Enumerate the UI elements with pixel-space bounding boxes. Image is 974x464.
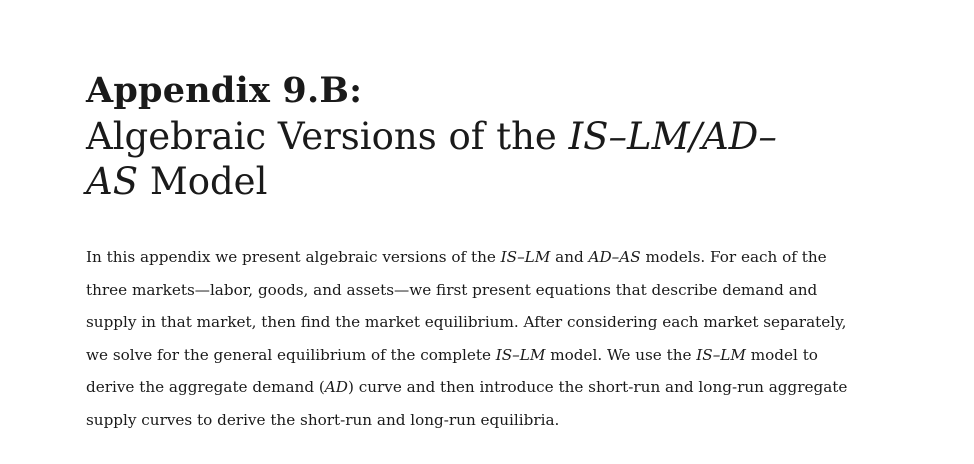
intro-text: derive the aggregate demand ( (86, 378, 325, 397)
intro-line-5 (86, 371, 906, 404)
appendix-page (86, 68, 906, 437)
title-text-1: Algebraic Versions of the (86, 115, 569, 158)
title-text-2: IS–LM/AD– (568, 115, 777, 158)
intro-term-ad-as: AD–AS (588, 248, 641, 266)
intro-line-4 (86, 339, 906, 372)
intro-text: models. For each of the (640, 248, 827, 266)
intro-term-is-lm: IS–LM (500, 248, 551, 266)
intro-line-3: supply in that market, then find the market equilibrium. After considering each market separately, (86, 313, 847, 332)
intro-text: and (550, 248, 589, 266)
intro-text: In this appendix we present algebraic versions of the (86, 248, 501, 266)
appendix-label: Appendix 9.B: (86, 70, 363, 111)
title-text-4: Model (138, 160, 268, 203)
appendix-title (86, 114, 846, 204)
intro-line-2: three markets—labor, goods, and assets—we first present equations that describe demand and (86, 280, 818, 299)
title-text-3: AS (86, 160, 139, 203)
intro-text: model to (745, 345, 818, 364)
intro-term-is-lm: IS–LM (696, 345, 746, 364)
intro-text: we solve for the general equilibrium of the complete (86, 345, 496, 364)
intro-term-ad: AD (324, 378, 348, 397)
intro-paragraph (86, 241, 906, 437)
appendix-heading (86, 68, 906, 204)
intro-line-1 (86, 241, 906, 274)
intro-line-6: supply curves to derive the short-run and long-run equilibria. (86, 410, 560, 429)
intro-text: model. We use the (545, 345, 697, 364)
intro-term-is-lm: IS–LM (495, 345, 546, 364)
intro-text: ) curve and then introduce the short-run and long-run aggregate (347, 378, 848, 397)
